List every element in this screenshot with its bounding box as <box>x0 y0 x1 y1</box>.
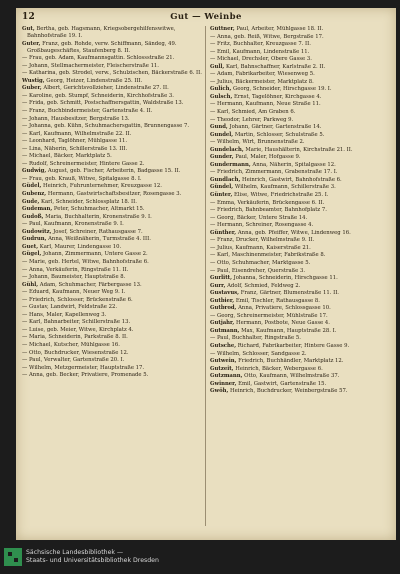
directory-entry <box>22 70 202 77</box>
directory-entry <box>210 147 390 154</box>
entry-text: Georg, Heizer, Lindenstraße 25. III. <box>46 77 143 84</box>
library-name-line-1: Sächsische Landesbibliothek — <box>26 549 124 556</box>
entry-surname: Gudwig, <box>22 168 47 175</box>
entry-surname: Gutsche, <box>210 342 237 349</box>
directory-entry <box>210 169 390 176</box>
entry-text: Elise, Witwe, Friedrichstraße 25. I. <box>233 192 329 199</box>
entry-text: — Otto, Buchdrucker, Wiesenstraße 12. <box>22 349 129 356</box>
directory-entry <box>210 184 390 191</box>
directory-entry <box>22 244 202 251</box>
directory-entry <box>22 214 202 221</box>
right-column <box>210 26 390 532</box>
directory-entry <box>210 34 390 41</box>
directory-entry <box>210 305 390 312</box>
library-name-line-2: Staats- und Universitätsbibliothek Dresden <box>26 557 159 564</box>
entry-text: — Georg, Bäcker, Untere Straße 14. <box>210 214 308 221</box>
entry-text: — Otto, Schuhmacher, Marktgasse 5. <box>210 259 311 266</box>
entry-surname: Güttner, <box>210 26 235 32</box>
entry-text: — Eduard, Kaufmann, Neuer Weg 9. I. <box>22 289 126 296</box>
entry-text: — Karl, Maschinenmeister, Fabrikstraße 8. <box>210 252 326 259</box>
entry-text: — Gustav, Landwirt, Feldstraße 22. <box>22 304 118 311</box>
entry-surname: Gügel, <box>22 251 42 258</box>
entry-text: Emil, Tischler, Rathausgasse 8. <box>235 297 320 304</box>
entry-surname: Gund, <box>210 124 228 131</box>
directory-entry <box>22 327 202 334</box>
directory-entry <box>210 351 390 358</box>
directory-entry <box>22 176 202 183</box>
entry-text: — Adam, Fabrikarbeiter, Wiesenweg 5. <box>210 71 315 78</box>
directory-entry <box>22 108 202 115</box>
entry-surname: Gutbier, <box>210 297 235 304</box>
directory-entry <box>22 229 202 236</box>
entry-text: Wilhelm, Kaufmann, Schillerstraße 3. <box>234 184 336 191</box>
entry-text: — Friedrich, Schlosser, Brückenstraße 6. <box>22 296 133 303</box>
directory-entry <box>210 94 390 101</box>
entry-text: — Emma, Verkäuferin, Brückengasse 6. II. <box>210 199 325 206</box>
entry-text: — Julius, Kaufmann, Kaiserstraße 21. <box>210 244 311 251</box>
entry-text: — Fritz, Buchhalter, Kreuzgasse 7. II. <box>210 41 311 48</box>
entry-surname: Gut, <box>22 26 35 32</box>
directory-entry <box>22 55 202 62</box>
directory-entry <box>22 168 202 175</box>
entry-text: — Paul, Buchhalter, Ringstraße 5. <box>210 335 301 342</box>
entry-text: Anna, geb. Pfeiffer, Witwe, Lindenweg 16. <box>237 229 351 236</box>
entry-text: Franz, Gärtner, Blumenstraße 11. II. <box>240 290 339 297</box>
entry-surname: Gull, <box>210 63 225 70</box>
directory-entry <box>210 313 390 320</box>
directory-entry <box>210 373 390 380</box>
entry-text: Bertha, geb. Hagsmann, Kriegsobergehilfenswitwe, Bahnhofstraße 19. I. <box>27 26 176 40</box>
directory-entry <box>22 236 202 243</box>
directory-entry <box>22 161 202 168</box>
directory-entry <box>22 357 202 364</box>
directory-entry <box>210 41 390 48</box>
entry-text: — Julius, Bäckermeister, Marktplatz 8. <box>210 78 314 85</box>
directory-entry <box>210 290 390 297</box>
running-head: Gut — Weinbe <box>170 12 242 22</box>
entry-text: Richard, Fabrikarbeiter, Hintere Gasse 9. <box>237 342 350 349</box>
entry-text: — Michael, Drechsler, Obere Gasse 3. <box>210 56 312 63</box>
entry-text: — Frau, geb. Krauß, Witwe, Spitalgasse 8. I. <box>22 175 142 182</box>
entry-text: August, geb. Fischer, Arbeiterin, Badgasse 15. II. <box>47 168 181 175</box>
entry-text: — Hans, Maler, Kapellenweg 3. <box>22 311 107 318</box>
directory-entry <box>210 192 390 199</box>
directory-entry <box>22 41 202 55</box>
directory-entry <box>210 64 390 71</box>
entry-text: — Paul, Kaufmann, Kronenstraße 9. I. <box>22 221 124 228</box>
directory-entry <box>22 199 202 206</box>
directory-entry <box>210 245 390 252</box>
entry-surname: Gutbrod, <box>210 305 237 312</box>
directory-entry <box>210 117 390 124</box>
entry-surname: Gulich, <box>210 86 232 93</box>
entry-text: — Georg, Schreinermeister, Mühlstraße 17. <box>210 312 328 319</box>
directory-entry <box>210 79 390 86</box>
entry-text: — Johann, Baumeister, Hauptstraße 8. <box>22 274 126 281</box>
directory-entry <box>22 312 202 319</box>
entry-surname: Gudowitz, <box>22 228 52 235</box>
directory-entry <box>210 26 390 33</box>
entry-text: Heinrich, Buchdrucker, Weinbergstraße 57. <box>230 388 348 395</box>
entry-surname: Gutzeit, <box>210 365 234 372</box>
entry-surname: Guet, <box>22 243 39 250</box>
directory-entry <box>210 283 390 290</box>
directory-entry <box>210 154 390 161</box>
directory-entry <box>22 259 202 266</box>
entry-text: Maria, Buchhalterin, Kronenstraße 9. I. <box>45 213 152 220</box>
entry-text: — Maria, Schneiderin, Parkstraße 8. II. <box>22 334 128 341</box>
entry-text: — Johann, Stellmachermeister, Fleischerstraße 11. <box>22 62 159 69</box>
directory-entry <box>210 230 390 237</box>
entry-text: — Franz, Buchbindermeister, Gartenstraße 4. II. <box>22 108 153 115</box>
entry-text: Georg, Schneider, Hirschgasse 19. I. <box>233 86 332 93</box>
entry-text: — Anna, Verkäuferin, Ringstraße 11. II. <box>22 266 129 273</box>
entry-text: Martin, Schlosser, Schulstraße 5. <box>234 131 325 138</box>
entry-text: — Anna, geb. Reiß, Witwe, Bergstraße 17. <box>210 33 324 40</box>
directory-entry <box>210 200 390 207</box>
directory-entry <box>22 350 202 357</box>
directory-entry <box>210 71 390 78</box>
directory-entry <box>22 251 202 258</box>
entry-text: Heinrich, Fuhrunternehmer, Kreuzgasse 12. <box>43 183 162 190</box>
entry-text: Emil, Gastwirt, Gartenstraße 15. <box>238 380 327 387</box>
entry-text: Heinrich, Gastwirt, Bahnhofstraße 6. <box>241 176 342 183</box>
directory-entry <box>22 78 202 85</box>
entry-text: Hermann, Postbote, Neue Gasse 4. <box>235 320 330 327</box>
entry-text: — Wilhelm, Wirt, Brunnenstraße 2. <box>210 139 305 146</box>
entry-text: Max, Kaufmann, Hauptstraße 28. I. <box>241 327 337 334</box>
directory-entry <box>22 138 202 145</box>
directory-entry <box>22 183 202 190</box>
entry-text: Friedrich, Buchhändler, Marktplatz 12. <box>238 358 344 365</box>
directory-entry <box>210 162 390 169</box>
entry-text: Albert, Gerichtsvollzieher, Lindenstraße 27. II. <box>43 85 169 92</box>
entry-text: Josef, Schreiner, Rathausgasse 7. <box>53 228 143 235</box>
directory-entry <box>22 100 202 107</box>
directory-entry <box>22 365 202 372</box>
entry-text: — Paul, Eisendreher, Querstraße 3. <box>210 267 306 274</box>
entry-surname: Gudrun, <box>22 236 47 243</box>
directory-entry <box>22 206 202 213</box>
directory-entry <box>210 275 390 282</box>
entry-text: Anna, Privatiere, Schlossgasse 10. <box>238 305 331 312</box>
directory-entry <box>210 343 390 350</box>
entry-text: Paul, Arbeiter, Mühlgasse 18. II. <box>236 26 324 32</box>
entry-text: — Michael, Kutscher, Mühlgasse 16. <box>22 341 120 348</box>
directory-entry <box>210 109 390 116</box>
entry-text: — Friedrich, Bahnbeamter, Bahnhofplatz 7. <box>210 207 327 214</box>
entry-text: Johann, Zimmermann, Untere Gasse 2. <box>43 251 148 258</box>
entry-surname: Gühl, <box>22 281 39 288</box>
entry-text: Otto, Kaufmann, Wilhelmstraße 37. <box>244 373 340 380</box>
entry-text: Adolf, Schmied, Feldweg 2. <box>227 282 301 289</box>
entry-surname: Gündel, <box>210 184 234 191</box>
entry-surname: Gurr, <box>210 282 226 289</box>
directory-entry <box>22 123 202 130</box>
entry-text: — Johann, Hausbesitzer, Bergstraße 13. <box>22 115 130 122</box>
entry-surname: Wustig, <box>22 77 45 84</box>
entry-surname: Gundelach, <box>210 146 244 153</box>
entry-text: — Johanna, geb. Kühn, Schuhmachersgattin, Brunnengasse 7. <box>22 123 190 130</box>
entry-surname: Gundermann, <box>210 161 251 168</box>
directory-entry <box>210 237 390 244</box>
directory-entry <box>210 215 390 222</box>
entry-text: — Luise, geb. Meier, Witwe, Kirchplatz 4. <box>22 326 134 333</box>
entry-text: — Theodor, Lehrer, Parkweg 9. <box>210 116 294 123</box>
page-number: 12 <box>22 12 35 22</box>
entry-surname: Gwinner, <box>210 380 237 387</box>
entry-surname: Gustavus, <box>210 290 239 297</box>
entry-surname: Gudeman, <box>22 206 53 213</box>
directory-entry <box>22 372 202 379</box>
entry-text: Marie, Haushälterin, Kirchstraße 21. II. <box>245 146 353 153</box>
entry-surname: Güdel, <box>22 183 42 190</box>
directory-entry <box>210 132 390 139</box>
directory-entry <box>22 319 202 326</box>
directory-entry <box>22 267 202 274</box>
entry-surname: Günter, <box>210 192 233 199</box>
entry-surname: Günther, <box>210 229 237 236</box>
entry-text: Adam, Schuhmacher, Färbergasse 13. <box>39 281 142 288</box>
entry-text: Karl, Bahnschaffner, Karlstraße 2. II. <box>225 63 326 70</box>
entry-text: — Franz, Drucker, Wilhelmstraße 9. II. <box>210 237 315 244</box>
entry-text: — Paul, Verwalter, Gartenstraße 20. I. <box>22 357 125 364</box>
directory-entry <box>210 366 390 373</box>
entry-text: Anna, Näherin, Spitalgasse 12. <box>252 161 336 168</box>
directory-page <box>16 8 396 540</box>
entry-text: Johann, Gärtner, Gartenstraße 14. <box>229 124 322 131</box>
entry-text: — Frau, geb. Adam, Kaufmannsgattin. Schlossstraße 21. <box>22 55 175 62</box>
directory-entry <box>210 86 390 93</box>
directory-entry <box>22 26 202 40</box>
entry-surname: Gudoß, <box>22 213 44 220</box>
entry-surname: Gubenz, <box>22 191 47 198</box>
directory-entry <box>210 139 390 146</box>
directory-entry <box>22 282 202 289</box>
entry-text: Anna, Weißnäherin, Turmstraße 4. III. <box>48 236 151 243</box>
entry-text: Ernst, Tagelöhner, Kirchgasse 4. <box>233 93 322 100</box>
directory-entry <box>22 63 202 70</box>
entry-text: — Wilhelm, Schlosser, Sandgasse 2. <box>210 350 307 357</box>
directory-entry <box>22 342 202 349</box>
directory-entry <box>22 116 202 123</box>
entry-surname: Gutjahr, <box>210 320 235 327</box>
directory-entry <box>22 274 202 281</box>
directory-entry <box>210 56 390 63</box>
directory-entry <box>22 131 202 138</box>
directory-entry <box>210 207 390 214</box>
entry-surname: Gundlach, <box>210 176 241 183</box>
directory-entry <box>210 177 390 184</box>
entry-text: Heinrich, Bäcker, Webergasse 6. <box>235 365 323 372</box>
directory-entry <box>22 334 202 341</box>
entry-text: — Anna, geb. Becker, Privatiere, Promenade 5. <box>22 372 149 379</box>
library-name <box>26 549 159 565</box>
entry-text: — Karoline, geb. Stumpf, Schneiderin, Kirchhofstraße 3. <box>22 92 174 99</box>
directory-entry <box>210 260 390 267</box>
entry-text: — Leonhard, Taglöhner, Mühlgasse 11. <box>22 138 128 145</box>
entry-surname: Gutmann, <box>210 327 240 334</box>
entry-surname: Gude, <box>22 198 40 205</box>
directory-entry <box>210 381 390 388</box>
left-column <box>22 26 202 532</box>
entry-text: — Rudolf, Schreinermeister, Hintere Gasse 2. <box>22 160 145 167</box>
entry-text: — Lina, Näherin, Schillerstraße 13. III. <box>22 145 128 152</box>
entry-surname: Gutzmann, <box>210 373 243 380</box>
entry-text: Franz, geb. Rohde, verw. Schiffmann, Sändeg, 49. Großbaugeschäftes, Staufenberg 8. II. <box>27 40 177 54</box>
library-logo-icon <box>4 548 22 566</box>
directory-entry <box>22 93 202 100</box>
directory-entry <box>22 289 202 296</box>
library-footer <box>0 540 400 574</box>
entry-text: Hermann, Gastwirtschaftsbesitzer, Rosengasse 3. <box>47 191 182 198</box>
entry-text: — Michael, Bäcker, Marktplatz 5. <box>22 153 112 160</box>
entry-surname: Guter, <box>22 40 41 47</box>
entry-surname: Guber, <box>22 85 42 92</box>
entry-surname: Gundel, <box>210 131 234 138</box>
entry-surname: Gurlitt, <box>210 275 232 282</box>
entry-surname: Gutwein, <box>210 358 237 365</box>
entry-text: — Hermann, Kaufmann, Neue Straße 11. <box>210 101 321 108</box>
directory-entry <box>210 320 390 327</box>
entry-text: — Wilhelm, Metzgermeister, Hauptstraße 17. <box>22 364 145 371</box>
entry-text: — Friedrich, Zimmermann, Grabenstraße 17. I. <box>210 169 338 176</box>
entry-text: — Katharina, geb. Strodel, verw., Schulzischen, Bäckerstraße 6. II. <box>22 70 202 77</box>
directory-entry <box>22 304 202 311</box>
column-divider <box>205 26 206 526</box>
directory-entry <box>22 221 202 228</box>
directory-entry <box>210 268 390 275</box>
entry-text: Karl, Maurer, Lindengasse 10. <box>39 243 122 250</box>
directory-entry <box>210 358 390 365</box>
entry-surname: Gulsch, <box>210 93 233 100</box>
directory-entry <box>210 124 390 131</box>
directory-entry <box>210 298 390 305</box>
entry-text: — Marie, geb. Hertel, Witwe, Bahnhofstraße 6. <box>22 258 149 265</box>
directory-entry <box>22 297 202 304</box>
directory-entry <box>22 191 202 198</box>
directory-entry <box>210 388 390 395</box>
directory-entry <box>210 252 390 259</box>
directory-entry <box>22 146 202 153</box>
entry-text: — Frida, geb. Schmitt, Postschaffnersgattin, Waldstraße 13. <box>22 100 184 107</box>
directory-entry <box>210 101 390 108</box>
directory-entry <box>22 85 202 92</box>
directory-entry <box>210 49 390 56</box>
directory-entry <box>210 222 390 229</box>
entry-text: — Karl, Bahnarbeiter, Schillerstraße 13. <box>22 319 131 326</box>
directory-entry <box>22 153 202 160</box>
entry-text: — Karl, Kaufmann, Wilhelmstraße 22. II. <box>22 130 132 137</box>
entry-text: — Hermann, Schreiner, Rosengasse 4. <box>210 222 314 229</box>
directory-entry <box>210 335 390 342</box>
entry-surname: Gwöh, <box>210 388 229 395</box>
entry-text: — Karl, Schmied, Am Graben 6. <box>210 109 296 116</box>
entry-text: Peter, Schuhmacher, Altmarkt 15. <box>53 206 145 213</box>
entry-text: — Emil, Kaufmann, Lindenstraße 11. <box>210 48 310 55</box>
entry-text: Karl, Schneider, Schlossplatz 18. II. <box>40 198 137 205</box>
entry-surname: Gunder, <box>210 154 234 161</box>
entry-text: Paul, Maler, Hofgasse 9. <box>235 154 301 161</box>
entry-text: Johanna, Schneiderin, Hirschgasse 11. <box>233 275 338 282</box>
directory-entry <box>210 328 390 335</box>
